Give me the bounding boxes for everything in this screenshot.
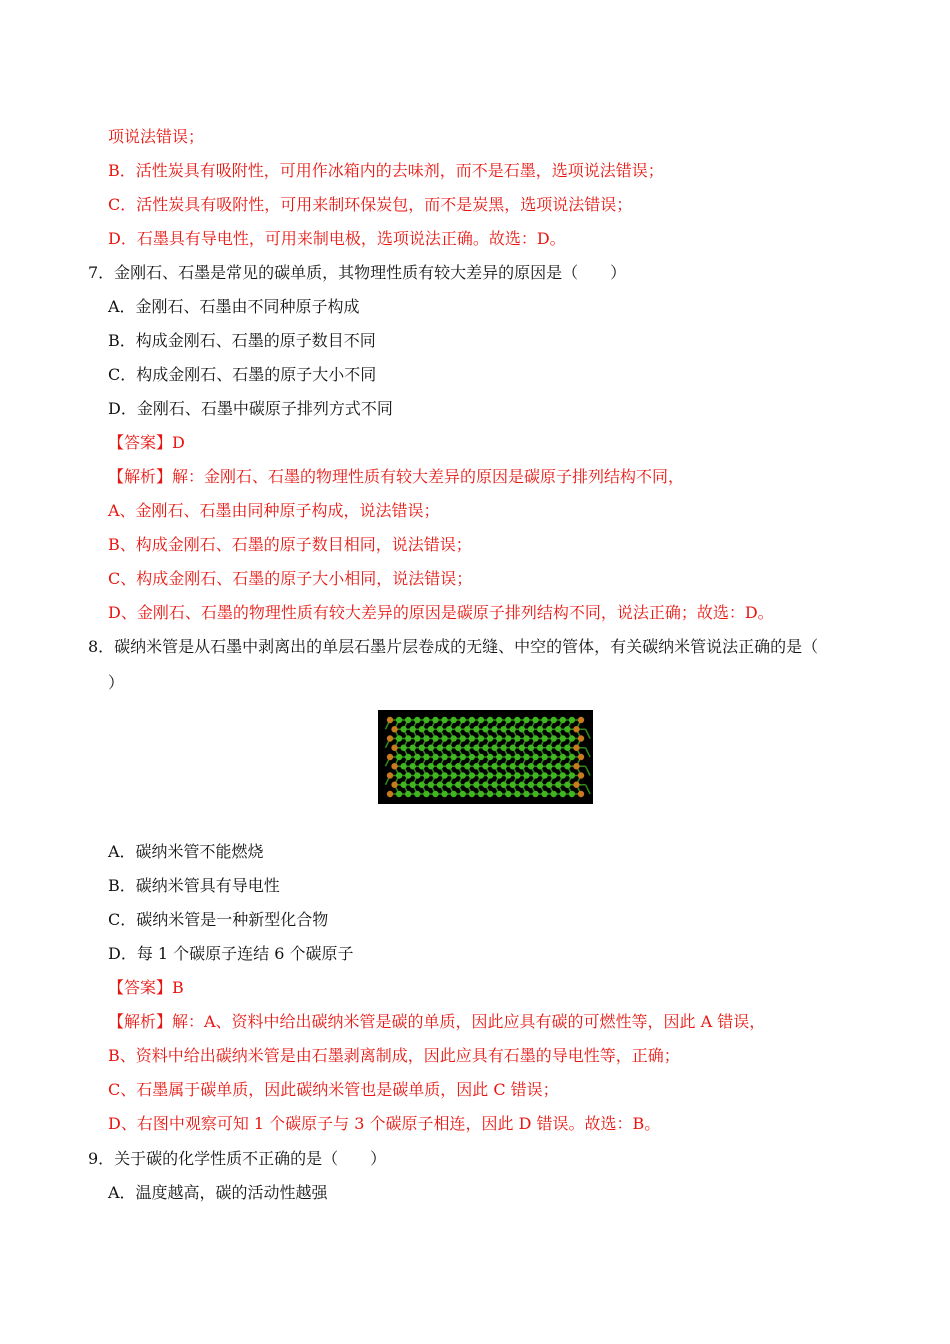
carbon-atom bbox=[537, 745, 543, 751]
carbon-atom bbox=[546, 782, 552, 788]
carbon-atom bbox=[505, 791, 511, 797]
carbon-atom bbox=[519, 763, 525, 769]
question-9-stem: 9．关于碳的化学性质不正确的是（ ） bbox=[88, 1149, 387, 1168]
q8-option-d: D．每 1 个碳原子连结 6 个碳原子 bbox=[108, 944, 354, 963]
carbon-atom bbox=[478, 791, 484, 797]
carbon-atom bbox=[528, 745, 534, 751]
lattice-group bbox=[385, 717, 590, 797]
carbon-atom bbox=[496, 735, 502, 741]
carbon-atom bbox=[464, 726, 470, 732]
carbon-atom bbox=[423, 772, 429, 778]
carbon-atom bbox=[446, 726, 452, 732]
q7-analysis-line: 【解析】解：金刚石、石墨的物理性质有较大差异的原因是碳原子排列结构不同， bbox=[108, 467, 685, 486]
carbon-atom bbox=[460, 791, 466, 797]
carbon-atom bbox=[569, 717, 575, 723]
carbon-atom bbox=[473, 745, 479, 751]
carbon-atom bbox=[578, 735, 584, 741]
carbon-atom bbox=[437, 763, 443, 769]
carbon-atom bbox=[455, 745, 461, 751]
carbon-atom bbox=[564, 763, 570, 769]
carbon-atom bbox=[423, 754, 429, 760]
carbon-atom bbox=[500, 782, 506, 788]
carbon-atom bbox=[410, 745, 416, 751]
carbon-atom bbox=[414, 791, 420, 797]
carbon-atom bbox=[560, 772, 566, 778]
carbon-atom bbox=[514, 717, 520, 723]
carbon-atom bbox=[460, 735, 466, 741]
carbon-atom bbox=[496, 791, 502, 797]
carbon-atom bbox=[510, 782, 516, 788]
carbon-atom bbox=[573, 745, 579, 751]
q7-analysis-line: B、构成金刚石、石墨的原子数目相同，说法错误； bbox=[108, 535, 472, 554]
carbon-atom bbox=[396, 754, 402, 760]
q7-option-a: A．金刚石、石墨由不同种原子构成 bbox=[108, 297, 360, 316]
carbon-atom bbox=[396, 735, 402, 741]
carbon-atom bbox=[555, 745, 561, 751]
carbon-atom bbox=[541, 717, 547, 723]
carbon-atom bbox=[428, 763, 434, 769]
carbon-atom bbox=[564, 726, 570, 732]
carbon-atom bbox=[469, 791, 475, 797]
carbon-atom bbox=[450, 717, 456, 723]
carbon-atom bbox=[478, 717, 484, 723]
carbon-atom bbox=[469, 754, 475, 760]
q7-analysis-line: A、金刚石、石墨由同种原子构成，说法错误； bbox=[108, 501, 440, 520]
carbon-atom bbox=[537, 726, 543, 732]
carbon-atom bbox=[546, 745, 552, 751]
carbon-atom bbox=[428, 745, 434, 751]
carbon-atom bbox=[532, 717, 538, 723]
carbon-atom bbox=[491, 726, 497, 732]
carbon-atom bbox=[564, 782, 570, 788]
q8-option-a: A．碳纳米管不能燃烧 bbox=[108, 842, 264, 861]
carbon-atom bbox=[400, 763, 406, 769]
q8-analysis-line: C、石墨属于碳单质，因此碳纳米管也是碳单质，因此 C 错误； bbox=[108, 1080, 559, 1099]
carbon-atom bbox=[469, 772, 475, 778]
carbon-atom bbox=[510, 745, 516, 751]
carbon-atom bbox=[387, 772, 393, 778]
carbon-atom bbox=[523, 791, 529, 797]
carbon-atom bbox=[560, 791, 566, 797]
carbon-atom bbox=[437, 726, 443, 732]
carbon-atom bbox=[482, 745, 488, 751]
carbon-atom bbox=[541, 791, 547, 797]
carbon-atom bbox=[487, 735, 493, 741]
carbon-atom bbox=[450, 791, 456, 797]
carbon-atom bbox=[405, 754, 411, 760]
q7-analysis-line: C、构成金刚石、石墨的原子大小相同，说法错误； bbox=[108, 569, 473, 588]
carbon-atom bbox=[441, 772, 447, 778]
carbon-atom bbox=[423, 717, 429, 723]
q8-analysis-line: 【解析】解：A、资料中给出碳纳米管是碳的单质，因此应具有碳的可燃性等，因此 A 错误， bbox=[108, 1012, 766, 1031]
carbon-atom bbox=[464, 782, 470, 788]
carbon-atom bbox=[419, 763, 425, 769]
carbon-atom bbox=[551, 791, 557, 797]
carbon-atom bbox=[419, 782, 425, 788]
carbon-atom bbox=[387, 735, 393, 741]
carbon-atom bbox=[396, 791, 402, 797]
carbon-atom bbox=[414, 735, 420, 741]
carbon-atom bbox=[569, 772, 575, 778]
carbon-atom bbox=[569, 754, 575, 760]
carbon-atom bbox=[400, 782, 406, 788]
carbon-atom bbox=[396, 717, 402, 723]
q8-option-c: C．碳纳米管是一种新型化合物 bbox=[108, 910, 329, 929]
carbon-atom bbox=[510, 763, 516, 769]
carbon-atom bbox=[455, 726, 461, 732]
carbon-atom bbox=[505, 754, 511, 760]
carbon-atom bbox=[414, 754, 420, 760]
carbon-atom bbox=[528, 763, 534, 769]
carbon-atom bbox=[573, 763, 579, 769]
carbon-atom bbox=[496, 717, 502, 723]
carbon-atom bbox=[437, 782, 443, 788]
carbon-atom bbox=[569, 791, 575, 797]
carbon-atom bbox=[491, 763, 497, 769]
carbon-atom bbox=[428, 782, 434, 788]
analysis-line: B．活性炭具有吸附性，可用作冰箱内的去味剂，而不是石墨，选项说法错误； bbox=[108, 161, 664, 180]
q8-option-b: B．碳纳米管具有导电性 bbox=[108, 876, 280, 895]
q8-analysis-line: D、右图中观察可知 1 个碳原子与 3 个碳原子相连，因此 D 错误。故选：B。 bbox=[108, 1114, 661, 1133]
carbon-atom bbox=[464, 763, 470, 769]
carbon-atom bbox=[487, 717, 493, 723]
carbon-atom bbox=[405, 791, 411, 797]
carbon-atom bbox=[387, 791, 393, 797]
q7-option-c: C．构成金刚石、石墨的原子大小不同 bbox=[108, 365, 377, 384]
carbon-atom bbox=[460, 772, 466, 778]
carbon-atom bbox=[578, 754, 584, 760]
carbon-atom bbox=[432, 717, 438, 723]
carbon-atom bbox=[555, 763, 561, 769]
carbon-atom bbox=[487, 754, 493, 760]
carbon-atom bbox=[573, 782, 579, 788]
analysis-line: C．活性炭具有吸附性，可用来制环保炭包，而不是炭黑，选项说法错误； bbox=[108, 195, 633, 214]
carbon-atom bbox=[405, 772, 411, 778]
carbon-atom bbox=[391, 745, 397, 751]
carbon-atom bbox=[446, 763, 452, 769]
carbon-atom bbox=[500, 763, 506, 769]
carbon-atom bbox=[455, 782, 461, 788]
carbon-atom bbox=[419, 726, 425, 732]
carbon-atom bbox=[546, 726, 552, 732]
carbon-atom bbox=[541, 754, 547, 760]
carbon-atom bbox=[469, 717, 475, 723]
carbon-atom bbox=[469, 735, 475, 741]
carbon-atom bbox=[441, 735, 447, 741]
carbon-atom bbox=[578, 717, 584, 723]
carbon-atom bbox=[560, 717, 566, 723]
carbon-atom bbox=[432, 754, 438, 760]
carbon-atom bbox=[546, 763, 552, 769]
carbon-atom bbox=[528, 782, 534, 788]
carbon-atom bbox=[460, 754, 466, 760]
carbon-atom bbox=[450, 754, 456, 760]
carbon-atom bbox=[551, 772, 557, 778]
carbon-atom bbox=[405, 717, 411, 723]
carbon-atom bbox=[523, 772, 529, 778]
carbon-atom bbox=[410, 763, 416, 769]
carbon-atom bbox=[541, 772, 547, 778]
q8-answer: 【答案】B bbox=[108, 978, 184, 997]
carbon-atom bbox=[532, 754, 538, 760]
carbon-nanotube-image bbox=[378, 710, 593, 804]
carbon-atom bbox=[400, 726, 406, 732]
carbon-atom bbox=[514, 772, 520, 778]
carbon-atom bbox=[551, 717, 557, 723]
carbon-atom bbox=[391, 782, 397, 788]
nanotube-illustration bbox=[378, 710, 593, 804]
carbon-atom bbox=[523, 735, 529, 741]
carbon-atom bbox=[460, 717, 466, 723]
carbon-atom bbox=[482, 763, 488, 769]
carbon-atom bbox=[519, 782, 525, 788]
carbon-atom bbox=[473, 763, 479, 769]
question-8-stem-cont: ） bbox=[108, 673, 125, 692]
carbon-atom bbox=[410, 782, 416, 788]
carbon-atom bbox=[560, 735, 566, 741]
carbon-atom bbox=[496, 772, 502, 778]
carbon-atom bbox=[450, 772, 456, 778]
carbon-atom bbox=[423, 791, 429, 797]
carbon-atom bbox=[441, 791, 447, 797]
carbon-atom bbox=[487, 772, 493, 778]
carbon-atom bbox=[405, 735, 411, 741]
analysis-line: 项说法错误； bbox=[108, 127, 205, 146]
carbon-atom bbox=[541, 735, 547, 741]
carbon-atom bbox=[551, 754, 557, 760]
carbon-atom bbox=[523, 754, 529, 760]
carbon-atom bbox=[500, 745, 506, 751]
carbon-atom bbox=[441, 754, 447, 760]
carbon-atom bbox=[414, 717, 420, 723]
carbon-atom bbox=[514, 754, 520, 760]
carbon-atom bbox=[473, 726, 479, 732]
carbon-atom bbox=[505, 772, 511, 778]
carbon-atom bbox=[551, 735, 557, 741]
analysis-line: D．石墨具有导电性，可用来制电极，选项说法正确。故选：D。 bbox=[108, 229, 566, 248]
q7-answer: 【答案】D bbox=[108, 433, 185, 452]
carbon-atom bbox=[514, 791, 520, 797]
carbon-atom bbox=[510, 726, 516, 732]
carbon-atom bbox=[560, 754, 566, 760]
q9-option-a: A．温度越高，碳的活动性越强 bbox=[108, 1183, 328, 1202]
carbon-atom bbox=[391, 726, 397, 732]
carbon-atom bbox=[496, 754, 502, 760]
carbon-atom bbox=[400, 745, 406, 751]
carbon-atom bbox=[432, 735, 438, 741]
carbon-atom bbox=[532, 791, 538, 797]
carbon-atom bbox=[428, 726, 434, 732]
carbon-atom bbox=[564, 745, 570, 751]
carbon-atom bbox=[391, 763, 397, 769]
carbon-atom bbox=[478, 772, 484, 778]
carbon-atom bbox=[578, 791, 584, 797]
question-8-stem: 8．碳纳米管是从石墨中剥离出的单层石墨片层卷成的无缝、中空的管体，有关碳纳米管说法正确的是（ bbox=[88, 637, 819, 656]
carbon-atom bbox=[514, 735, 520, 741]
carbon-atom bbox=[487, 791, 493, 797]
carbon-atom bbox=[464, 745, 470, 751]
carbon-atom bbox=[478, 735, 484, 741]
carbon-atom bbox=[410, 726, 416, 732]
q8-analysis-line: B、资料中给出碳纳米管是由石墨剥离制成，因此应具有石墨的导电性等，正确； bbox=[108, 1046, 680, 1065]
carbon-atom bbox=[537, 782, 543, 788]
carbon-atom bbox=[478, 754, 484, 760]
carbon-atom bbox=[396, 772, 402, 778]
q7-option-b: B．构成金刚石、石墨的原子数目不同 bbox=[108, 331, 376, 350]
carbon-atom bbox=[482, 726, 488, 732]
q7-option-d: D．金刚石、石墨中碳原子排列方式不同 bbox=[108, 399, 393, 418]
carbon-atom bbox=[555, 782, 561, 788]
carbon-atom bbox=[446, 782, 452, 788]
carbon-atom bbox=[432, 791, 438, 797]
carbon-atom bbox=[414, 772, 420, 778]
carbon-atom bbox=[505, 717, 511, 723]
carbon-atom bbox=[450, 735, 456, 741]
carbon-atom bbox=[387, 754, 393, 760]
carbon-atom bbox=[441, 717, 447, 723]
carbon-atom bbox=[473, 782, 479, 788]
carbon-atom bbox=[537, 763, 543, 769]
carbon-atom bbox=[419, 745, 425, 751]
carbon-atom bbox=[455, 763, 461, 769]
carbon-atom bbox=[523, 717, 529, 723]
carbon-atom bbox=[491, 745, 497, 751]
carbon-atom bbox=[423, 735, 429, 741]
carbon-atom bbox=[578, 772, 584, 778]
carbon-atom bbox=[432, 772, 438, 778]
carbon-atom bbox=[573, 726, 579, 732]
carbon-atom bbox=[491, 782, 497, 788]
carbon-atom bbox=[555, 726, 561, 732]
carbon-atom bbox=[569, 735, 575, 741]
carbon-atom bbox=[528, 726, 534, 732]
carbon-atom bbox=[387, 717, 393, 723]
carbon-atom bbox=[437, 745, 443, 751]
carbon-atom bbox=[519, 726, 525, 732]
carbon-atom bbox=[532, 772, 538, 778]
carbon-atom bbox=[505, 735, 511, 741]
q7-analysis-line: D、金刚石、石墨的物理性质有较大差异的原因是碳原子排列结构不同，说法正确；故选：D。 bbox=[108, 603, 774, 622]
question-7-stem: 7．金刚石、石墨是常见的碳单质，其物理性质有较大差异的原因是（ ） bbox=[88, 263, 627, 282]
carbon-atom bbox=[482, 782, 488, 788]
carbon-atom bbox=[519, 745, 525, 751]
carbon-atom bbox=[500, 726, 506, 732]
carbon-atom bbox=[446, 745, 452, 751]
carbon-atom bbox=[532, 735, 538, 741]
